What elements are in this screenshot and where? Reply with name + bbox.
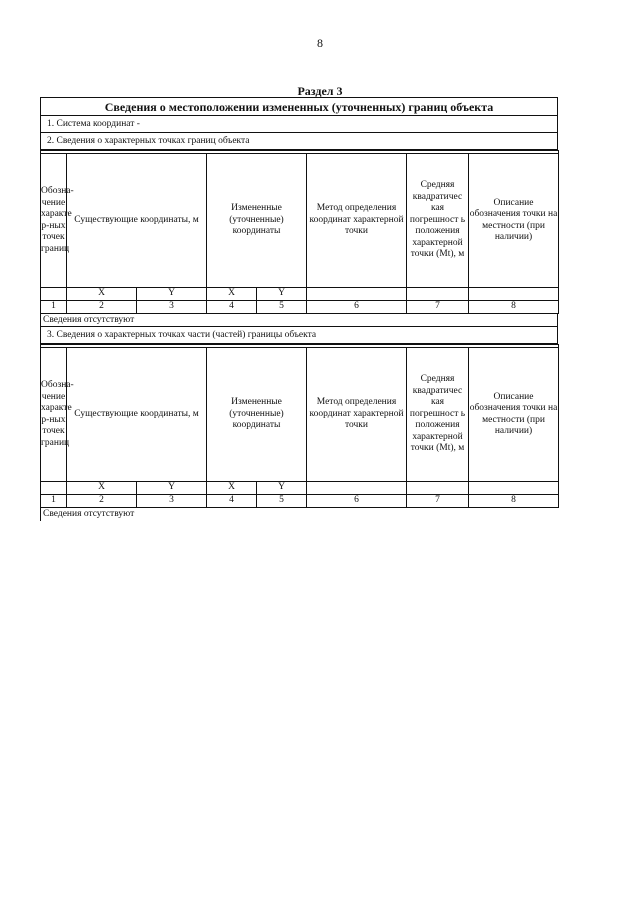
header-designation: Обозна-чение характе р-ных точек границ (41, 348, 67, 482)
header-y-existing: Y (137, 288, 207, 301)
section3-table (40, 344, 559, 508)
main-title: Сведения о местоположении измененных (уточненных) границ объекта (40, 97, 558, 116)
header-x-existing: X (67, 482, 137, 495)
header-method: Метод определения координат характерной точки (307, 154, 407, 288)
header-x-changed: X (207, 482, 257, 495)
column-number: 8 (469, 301, 559, 314)
section2-table (40, 150, 559, 314)
column-number: 5 (257, 301, 307, 314)
header-x-existing: X (67, 288, 137, 301)
header-error: Средняя квадратичес кая погрешност ь положения характерной точки (Mt), м (407, 348, 469, 482)
header-y-existing: Y (137, 482, 207, 495)
header-designation: Обозна-чение характе р-ных точек границ (41, 154, 67, 288)
coord-system-line: 1. Система координат - (40, 116, 558, 133)
column-number: 3 (137, 301, 207, 314)
header-y-changed: Y (257, 288, 307, 301)
header-changed-coords: Измененные (уточненные) координаты (207, 348, 307, 482)
column-number: 5 (257, 495, 307, 508)
header-method: Метод определения координат характерной точки (307, 348, 407, 482)
section3-absent-note: Сведения отсутствуют (40, 508, 558, 521)
column-number: 2 (67, 301, 137, 314)
column-number: 1 (41, 301, 67, 314)
header-error: Средняя квадратичес кая погрешност ь положения характерной точки (Mt), м (407, 154, 469, 288)
column-number: 3 (137, 495, 207, 508)
column-number: 4 (207, 301, 257, 314)
form-sheet (40, 97, 558, 521)
header-description: Описание обозначения точки на местности (при наличии) (469, 348, 559, 482)
column-number: 2 (67, 495, 137, 508)
header-description: Описание обозначения точки на местности (при наличии) (469, 154, 559, 288)
header-y-changed: Y (257, 482, 307, 495)
header-existing-coords: Существующие координаты, м (67, 154, 207, 288)
header-existing-coords: Существующие координаты, м (67, 348, 207, 482)
column-number: 4 (207, 495, 257, 508)
column-number: 7 (407, 301, 469, 314)
column-number: 6 (307, 495, 407, 508)
header-x-changed: X (207, 288, 257, 301)
section2-absent-note: Сведения отсутствуют (40, 314, 558, 327)
page-number: 8 (317, 36, 323, 50)
section3-heading: 3. Сведения о характерных точках части (частей) границы объекта (40, 327, 558, 344)
column-number: 6 (307, 301, 407, 314)
column-number: 8 (469, 495, 559, 508)
column-number: 1 (41, 495, 67, 508)
header-changed-coords: Измененные (уточненные) координаты (207, 154, 307, 288)
column-number: 7 (407, 495, 469, 508)
section-title: Раздел 3 (297, 84, 343, 98)
section2-heading: 2. Сведения о характерных точках границ объекта (40, 133, 558, 150)
